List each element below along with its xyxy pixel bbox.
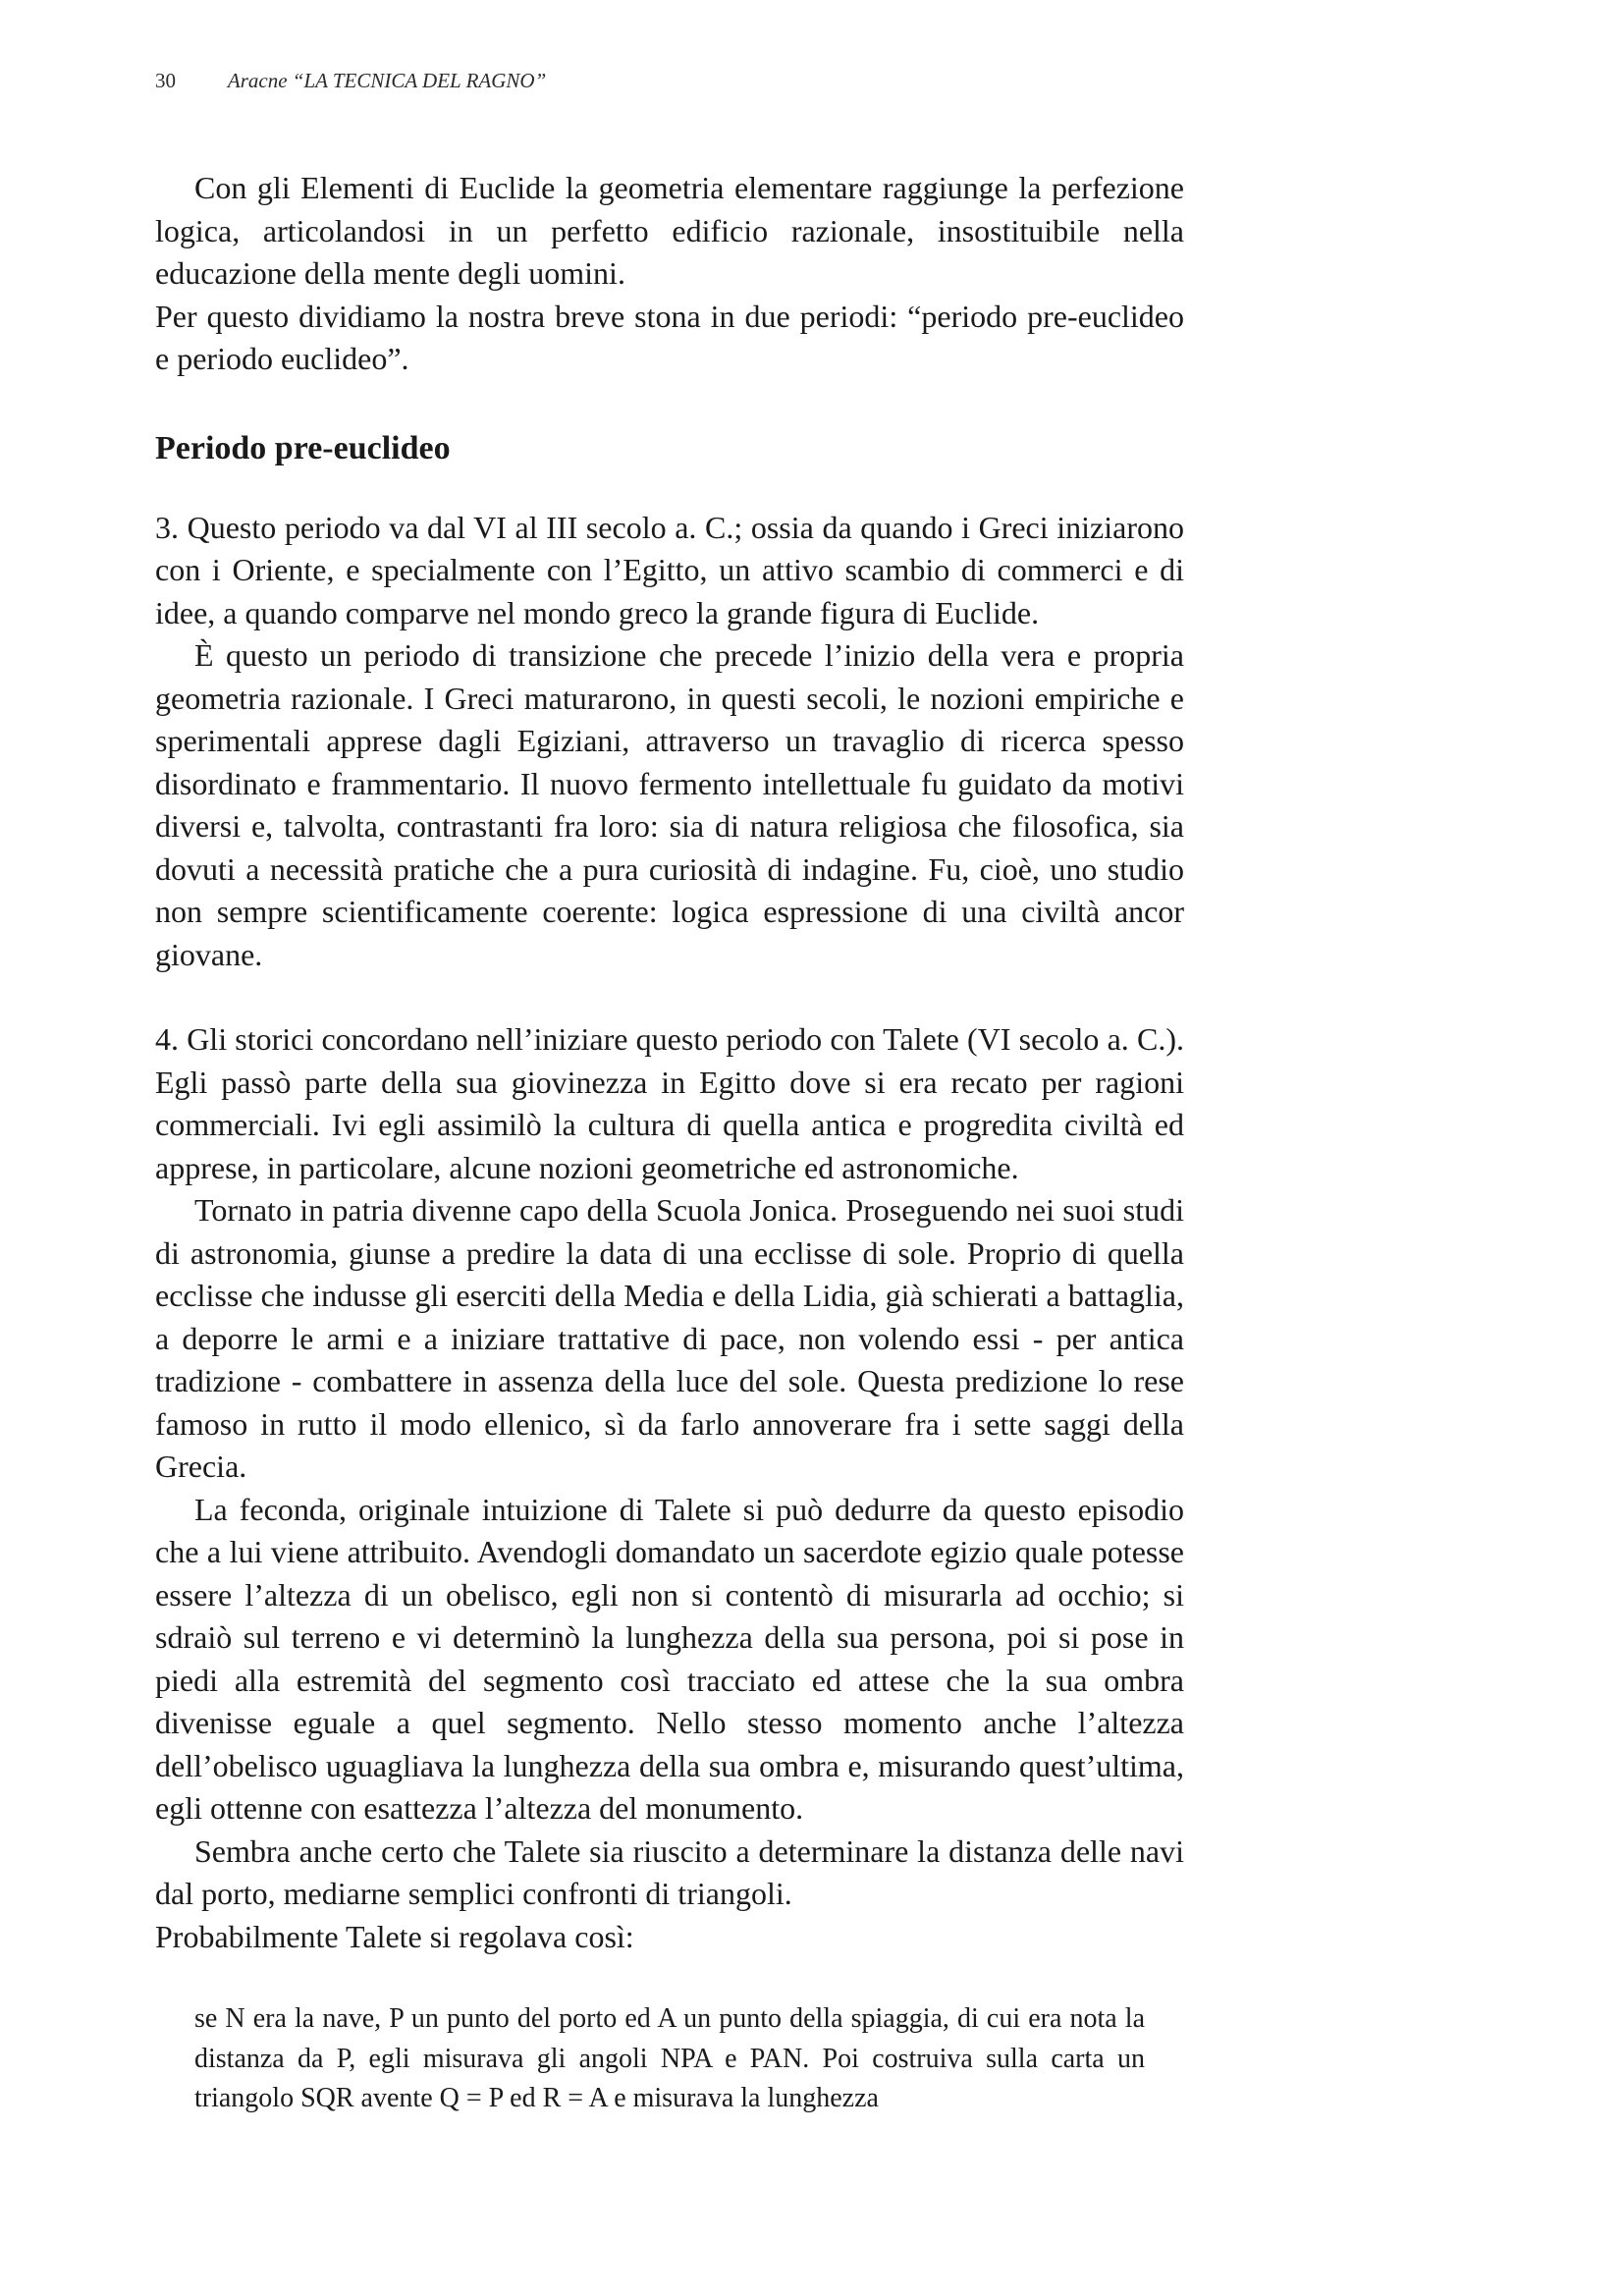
paragraph-transition: È questo un periodo di transizione che precede l’inizio della vera e propria geometria razionale. I Greci maturarono, in questi secoli, le nozioni empiriche e sperimentali apprese dagli Egiziani, attraverso un travaglio di ricerca spesso disordinato e frammentario. Il nuovo fermento intellettuale fu guidato da motivi diversi e, talvolta, contrastanti fra loro: sia di natura religiosa che filosofica, sia dovuti a necessità pratiche che a pura curiosità di indagine. Fu, cioè, uno studio non sempre scientificamente coerente: logica espressione di una civiltà ancor giovane. <box>155 637 1184 972</box>
paragraph-3: 3. Questo periodo va dal VI al III secolo a. C.; ossia da quando i Greci iniziarono con i Oriente, e specialmente con l’Egitto, un attivo scambio di commerci e di idee, a quando comparve nel mondo greco la grande figura di Euclide. <box>155 509 1184 630</box>
intro-paragraph-2: Per questo dividiamo la nostra breve stona in due periodi: “periodo pre-euclideo e periodo euclideo”. <box>155 298 1184 376</box>
section-title: Periodo pre-euclideo <box>155 429 451 466</box>
block-quote: se N era la nave, P un punto del porto ed A un punto della spiaggia, di cui era nota la distanza da P, egli misurava gli angoli NPA e PAN. Poi costruiva sulla carta un triangolo SQR avente Q = P ed R = A e misurava la lunghezza <box>194 2003 1145 2113</box>
page-number: 30 <box>155 69 176 92</box>
paragraph-jonica: Tornato in patria divenne capo della Scuola Jonica. Proseguendo nei suoi studi di astronomia, giunse a predire la data di una ecclisse di sole. Proprio di quella ecclisse che indusse gli eserciti della Media e della Lidia, già schierati a battaglia, a deporre le armi e a iniziare trattative di pace, non volendo essi - per antica tradizione - combattere in assenza della luce del sole. Questa predizione lo rese famoso in rutto il modo ellenico, sì da farlo annoverare fra i sette saggi della Grecia. <box>155 1192 1184 1484</box>
paragraph-spacer <box>155 976 1184 1018</box>
paragraph-regolava: Probabilmente Talete si regolava così: <box>155 1918 634 1954</box>
page <box>155 69 1184 2119</box>
paragraph-obelisco: La feconda, originale intuizione di Talete si può dedurre da questo episodio che a lui viene attribuito. Avendogli domandato un sacerdote egizio quale potesse essere l’altezza di un obelisco, egli non si contentò di misurarla ad occhio; si sdraiò sul terreno e vi determinò la lunghezza della sua persona, poi si pose in piedi alla estremità del segmento così tracciato ed attese che la sua ombra divenisse eguale a quel segmento. Nello stesso momento anche l’altezza dell’obelisco uguagliava la lunghezza della sua ombra e, misurando quest’ultima, egli ottenne con esattezza l’altezza del monumento. <box>155 1491 1184 1826</box>
paragraph-4: 4. Gli storici concordano nell’iniziare questo periodo con Talete (VI secolo a. C.). Egli passò parte della sua giovinezza in Egitto dove si era recato per ragioni commerciali. Ivi egli assimilò la cultura di quella antica e progredita civiltà ed apprese, in particolare, alcune nozioni geometriche ed astronomiche. <box>155 1021 1184 1185</box>
running-title: Aracne “LA TECNICA DEL RAGNO” <box>227 69 547 92</box>
running-head <box>155 69 1184 108</box>
intro-paragraph: Con gli Elementi di Euclide la geometria elementare raggiunge la perfezione logica, articolandosi in un perfetto edificio razionale, insostituibile nella educazione della mente degli uomini. <box>155 170 1184 291</box>
paragraph-navi: Sembra anche certo che Talete sia riuscito a determinare la distanza delle navi dal porto, mediarne semplici confronti di triangoli. <box>155 1832 1184 1911</box>
